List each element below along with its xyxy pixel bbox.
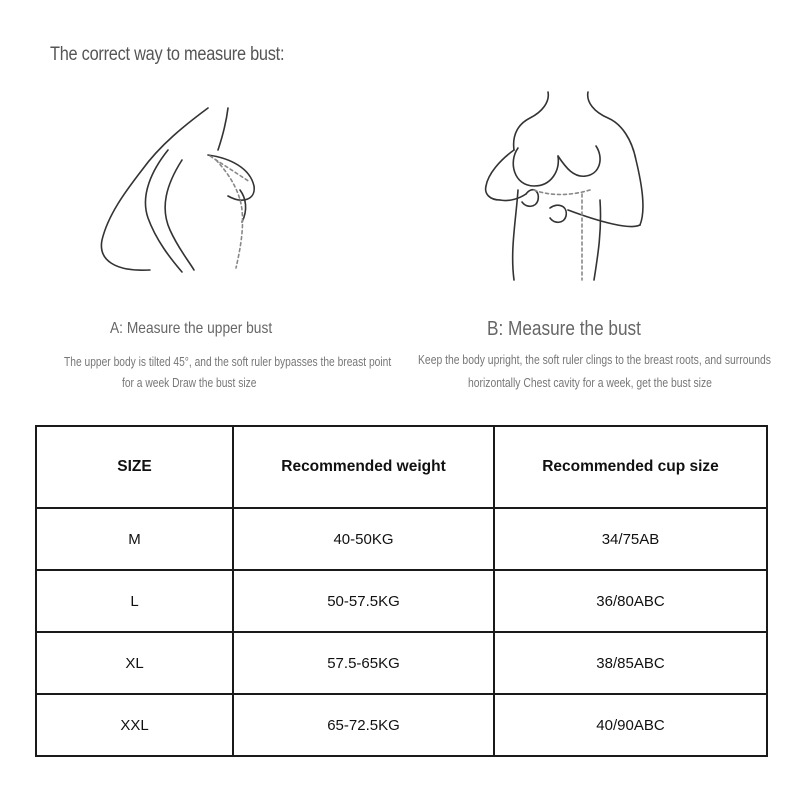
table-row	[36, 632, 767, 694]
weight-cell: 65-72.5KG	[233, 694, 494, 756]
table-row	[36, 694, 767, 756]
bust-illustration	[470, 90, 670, 290]
figure-a-desc-line2: for a week Draw the bust size	[122, 376, 257, 390]
size-cell: XXL	[36, 694, 233, 756]
figure-a-title: A: Measure the upper bust	[110, 320, 273, 337]
weight-cell: 50-57.5KG	[233, 570, 494, 632]
cup-size-cell: 36/80ABC	[494, 570, 767, 632]
size-cell: XL	[36, 632, 233, 694]
column-header-cup-size: Recommended cup size	[494, 426, 767, 508]
table-header-row	[36, 426, 767, 508]
figure-b-desc-line1: Keep the body upright, the soft ruler clings to the breast roots, and surrounds	[418, 353, 771, 367]
cup-size-cell: 40/90ABC	[494, 694, 767, 756]
cup-size-cell: 38/85ABC	[494, 632, 767, 694]
size-cell: L	[36, 570, 233, 632]
column-header-weight: Recommended weight	[233, 426, 494, 508]
upper-bust-illustration	[90, 100, 290, 290]
figure-b-desc-line2: horizontally Chest cavity for a week, get the bust size	[468, 376, 712, 390]
figure-b-title: B: Measure the bust	[487, 318, 641, 340]
size-table-container	[35, 425, 766, 757]
size-table	[35, 425, 768, 757]
weight-cell: 40-50KG	[233, 508, 494, 570]
page-heading: The correct way to measure bust:	[50, 44, 285, 65]
weight-cell: 57.5-65KG	[233, 632, 494, 694]
size-cell: M	[36, 508, 233, 570]
table-row	[36, 508, 767, 570]
column-header-size: SIZE	[36, 426, 233, 508]
cup-size-cell: 34/75AB	[494, 508, 767, 570]
table-row	[36, 570, 767, 632]
figure-a-desc-line1: The upper body is tilted 45°, and the soft ruler bypasses the breast point	[64, 355, 392, 369]
